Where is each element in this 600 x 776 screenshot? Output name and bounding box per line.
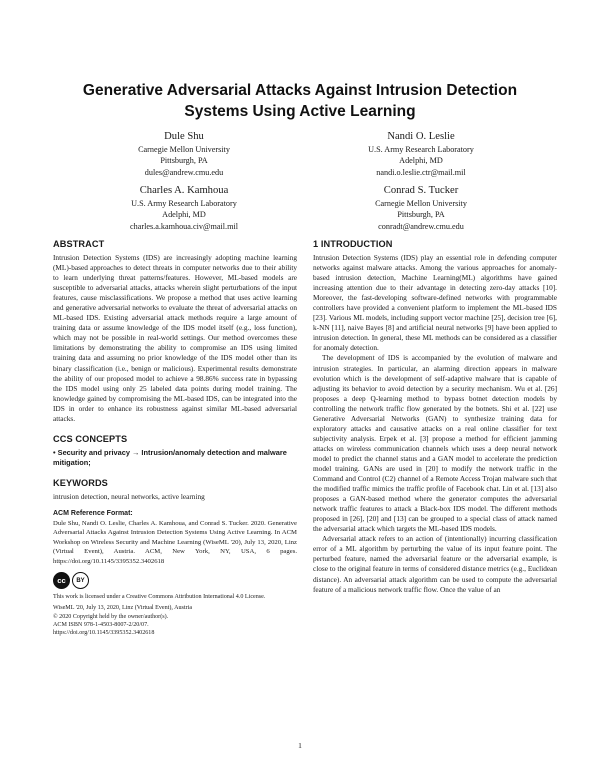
author-name: Nandi O. Leslie: [387, 131, 455, 142]
author-location: Adelphi, MD: [399, 156, 443, 166]
author-affiliation: U.S. Army Research Laboratory: [131, 199, 237, 208]
keywords-text: intrusion detection, neural networks, active learning: [53, 492, 205, 502]
author-block-2: [306, 130, 536, 178]
intro-paragraph-3: Adversarial attack refers to an action of (intentionally) incurring classification error of a ML algorithm by perturbing the value of its input feature point. The perturbed feature, named the adversarial feature or the adversarial example, is close to the original feature in terms of considered distance metrics (e.g., Euclidean distance). An adversarial attack algorithm can be used to compute the adversarial feature of a malicious network traffic flow. Once the value of an: [313, 534, 557, 594]
attribution-icon: BY: [72, 572, 89, 589]
ccs-heading: CCS CONCEPTS: [53, 433, 128, 444]
license-copyright: © 2020 Copyright held by the owner/author(s).: [53, 613, 169, 620]
author-block-3: [69, 184, 299, 232]
right-column: [313, 238, 557, 595]
author-block-1: [69, 130, 299, 178]
author-block-4: [306, 184, 536, 232]
abstract-heading: ABSTRACT: [53, 239, 105, 249]
author-name: Dule Shu: [164, 131, 204, 142]
title-line-2: Systems Using Active Learning: [184, 103, 416, 120]
paper-title: [40, 80, 560, 122]
page-number: 1: [298, 741, 302, 750]
license-text: This work is licensed under a Creative Commons Attribution International 4.0 License.: [53, 594, 266, 601]
author-location: Pittsburgh, PA: [160, 156, 208, 166]
author-email: conradt@andrew.cmu.edu: [378, 221, 464, 231]
abstract-text: Intrusion Detection Systems (IDS) are increasingly adopting machine learning (ML)-based approaches to detect threats in computer networks due to their ability to learn underlying threat patterns/features. However, ML-based models are susceptible to adversarial attacks, attacks wherein slight perturbations of the input features, cause misclassifications. We propose a method that uses active learning and generative adversarial networks to evaluate the threat of adversarial attacks on ML-based IDS. Existing adversarial attack methods require a large amount of training data or assume knowledge of the IDS model itself (e.g., loss function), which may not be possible in real-world settings. Our method overcomes these limitations by demonstrating the ability to compromise an IDS using limited training data and assuming no prior knowledge of the IDS model other than its binary classification (i.e., benign or malicious). Experimental results demonstrate the ability of our proposed model to achieve a 98.86% success rate in bypassing the IDS model using only 25 labeled data points during model training. The knowledge gained by compromising the ML-based IDS, can be integrated into the IDS in order to enhance its robustness against similar ML-based adversarial attacks.: [53, 253, 297, 423]
intro-paragraph-1: Intrusion Detection Systems (IDS) play an essential role in defending computer networks against malware attacks. Among the various approaches for anomaly-based intrusion detection, Machine Learning(ML) algorithms have gained increasing attention due to their advantage in detecting zero-day attacks [10]. Moreover, the fast-developing software-defined networks with programmable controllers have provided a convenient platform to implement the ML-based IDS [23]. Various ML models, including support vector machine [25], decision tree [6], k-NN [11], naive Bayes [8] and artificial neural networks [9] have been applied to intrusion detection. In general, these ML methods can be considered as a classifier for anomaly detection.: [313, 253, 557, 353]
author-name: Charles A. Kamhoua: [139, 185, 229, 196]
introduction-heading: 1 INTRODUCTION: [313, 239, 393, 249]
author-email: dules@andrew.cmu.edu: [144, 167, 224, 177]
reference-format-text: Dule Shu, Nandi O. Leslie, Charles A. Kamhoua, and Conrad S. Tucker. 2020. Generative Adversarial Attacks Against Intrusion Detection Systems Using Active Learning. In ACM Workshop on Wireless Security and Machine Learning (WiseML '20), July 13, 2020, Linz (Virtual Event), Austria. ACM, New York, NY, USA, 6 pages. https://doi.org/10.1145/3395352.3402618: [53, 519, 297, 565]
ccs-concept-item: • Security and privacy → Intrusion/anomaly detection and malware mitigation;: [53, 447, 287, 467]
left-column: [53, 238, 297, 637]
license-doi: https://doi.org/10.1145/3395352.3402618: [53, 630, 155, 637]
author-affiliation: Carnegie Mellon University: [375, 199, 467, 208]
author-email: charles.a.kamhoua.civ@mail.mil: [129, 221, 239, 231]
cc-license-badge: [53, 572, 297, 589]
license-isbn: ACM ISBN 978-1-4503-8007-2/20/07.: [53, 621, 149, 628]
license-venue: WiseML '20, July 13, 2020, Linz (Virtual Event), Austria: [53, 605, 193, 612]
keywords-heading: KEYWORDS: [53, 478, 108, 489]
author-affiliation: Carnegie Mellon University: [138, 145, 230, 154]
author-location: Pittsburgh, PA: [397, 210, 445, 220]
author-email: nandi.o.leslie.ctr@mail.mil: [376, 167, 466, 177]
title-line-1: Generative Adversarial Attacks Against Intrusion Detection: [82, 82, 518, 99]
author-name: Conrad S. Tucker: [383, 185, 459, 196]
intro-paragraph-2: The development of IDS is accompanied by the evolution of malware and intrusion strategies. In particular, an alarming direction appears in malware evolution which is the development of self-adaptive malware that is capable of adjusting its behavior to avoid detection by a security mechanism. Wu et al. [26] proposes a deep Q-learning method to bypass botnet detection models by controlling the network traffic flow generated by the botnets. Shi et al. [22] use Generative Adversarial Networks (GAN) to synthesize training data for exploratory attacks and causative attacks on a real online classifier for text subjectivity analysis. Erpek et al. [3] propose a method for efficient jamming attacks on wireless communication channels which uses a deep neural network model to predict the channel status and a GAN model to accelerate the prediction model training. GANs are used in [20] to modify the network traffic in the Command and Control (C2) channel of a Remote Access Trojan malware such that the modified traffic mimics the traffic profile of Facebook chat. Lin et al. [13] also proposes a GAN-based method where the generator computes the adversarial network traffic features to attack a Black-box IDS model. The different methods proposed in [26], [20] and [13] can be grouped to a special class of attack named the adversarial attack which targets the ML-based IDS models.: [313, 353, 557, 534]
author-location: Adelphi, MD: [162, 210, 206, 220]
author-affiliation: U.S. Army Research Laboratory: [368, 145, 474, 154]
creative-commons-icon: cc: [53, 572, 70, 589]
reference-format-heading: ACM Reference Format:: [53, 510, 133, 518]
